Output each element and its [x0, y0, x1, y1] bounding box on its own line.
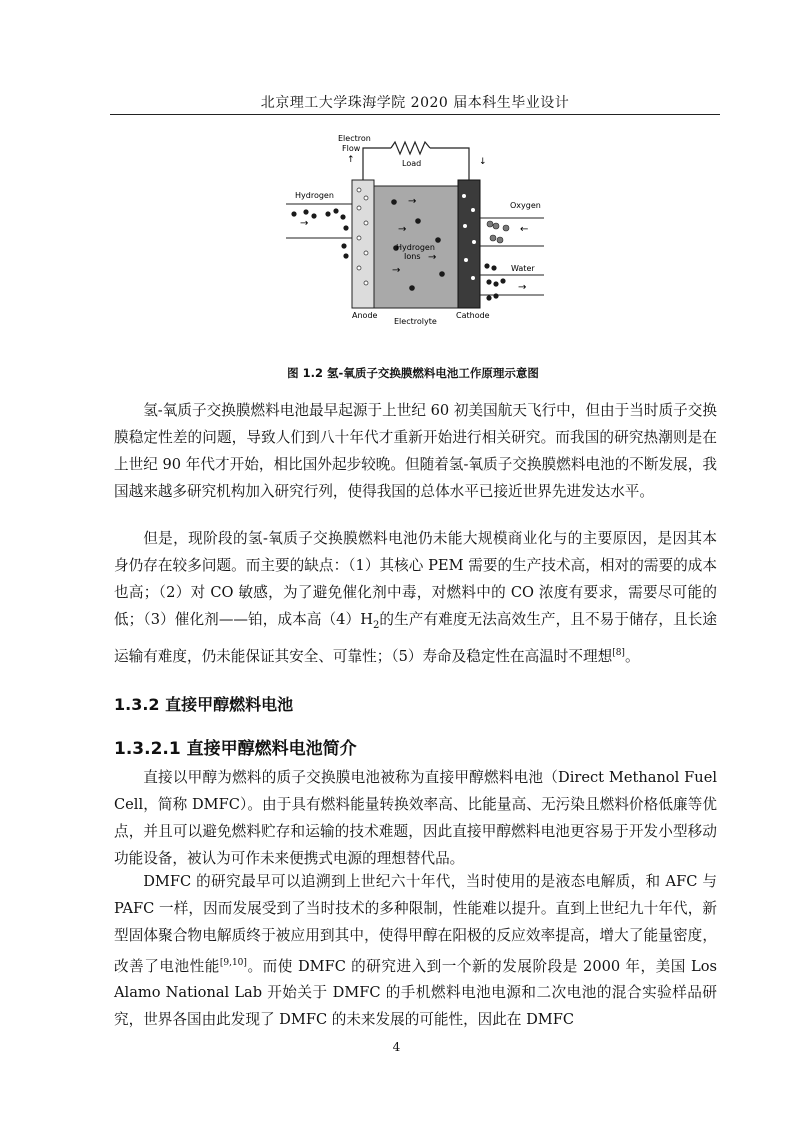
paragraph-4	[114, 869, 717, 1034]
paragraph-3: 直接以甲醇为燃料的质子交换膜电池被称为直接甲醇燃料电池（Direct Methanol Fuel Cell，简称 DMFC）。由于具有燃料能量转换效率高、比能量高、无污染且燃料价格低廉等优点，并且可以避免燃料贮存和运输的技术难题，因此直接甲醇燃料电池更容易于开发小型移动功能设备，被认为可作未来便携式电源的理想替代品。	[114, 769, 717, 867]
paragraph-2	[114, 526, 717, 670]
oxygen-molecules	[487, 221, 509, 243]
citation-8: [8]	[612, 647, 625, 658]
paragraph-2-subscript: 2	[372, 619, 380, 631]
svg-text:→: →	[428, 252, 437, 263]
anode-plate	[352, 180, 374, 308]
fuel-cell-diagram	[280, 128, 552, 328]
section-heading-1-3-2-1: 1.3.2.1 直接甲醇燃料电池简介	[114, 739, 357, 759]
up-arrow-icon: ↑	[347, 155, 355, 165]
electron-flow-label-2: Flow	[342, 144, 361, 153]
electrolyte-label: Electrolyte	[394, 317, 437, 326]
oxygen-arrow-icon: ←	[520, 224, 529, 235]
cathode-plate	[458, 180, 480, 308]
hydrogen-arrow-icon: →	[300, 218, 309, 229]
load-label: Load	[402, 159, 422, 168]
svg-text:→: →	[398, 224, 407, 235]
hydrogen-ions-label: Hydrogen	[396, 243, 435, 252]
cathode-label: Cathode	[456, 311, 490, 320]
paragraph-4-text-a: DMFC 的研究最早可以追溯到上世纪六十年代，当时使用的是液态电解质，和 AFC 与 PAFC 一样，因而发展受到了当时技术的多种限制，性能难以提升。直到上世纪九十年代，新型固体聚合物电解质终于被应用到其中，使得甲醇在阳极的反应效率提高，增大了能量密度，改善了电池性能	[114, 873, 717, 975]
paragraph-2-text-a: 但是，现阶段的氢-氧质子交换膜燃料电池仍未能大规模商业化与的主要原因，是因其本身仍存在较多问题。而主要的缺点：（1）其核心 PEM 需要的生产技术高，相对的需要的成本也高；（2）对 CO 敏感，为了避免催化剂中毒，对燃料中的 CO 浓度有要求，需要尽可能的低；（3）催化剂——铂，成本高（4）H	[114, 530, 717, 628]
paragraph-2-end: 。	[624, 647, 640, 665]
circuit-wire	[363, 148, 391, 180]
water-label: Water	[511, 264, 535, 273]
section-heading-1-3-2: 1.3.2 直接甲醇燃料电池	[114, 695, 294, 714]
svg-text:→: →	[408, 196, 417, 207]
paragraph-4-text-b: 。而使 DMFC 的研究进入到一个新的发展阶段是 2000 年，美国 Los Alamo National Lab 开始关于 DMFC 的手机燃料电池电源和二次电池的混合实验样品研究，世界各国由此发现了 DMFC 的未来发展的可能性，因此在 DMFC	[114, 957, 717, 1029]
electron-flow-label: Electron	[338, 134, 371, 143]
paragraph-2-text-b: 的生产有难度无法高效生产，且不易于储存，且长途运输有难度，仍未能保证其安全、可靠性；（5）寿命及稳定性在高温时不理想	[114, 610, 717, 665]
hydrogen-molecules	[291, 208, 348, 258]
paragraph-1: 氢-氧质子交换膜燃料电池最早起源于上世纪 60 初美国航天飞行中，但由于当时质子交换膜稳定性差的问题，导致人们到八十年代才重新开始进行相关研究。而我国的研究热潮则是在上世纪 90 年代才开始，相比国外起步较晚。但随着氢-氧质子交换膜燃料电池的不断发展，我国越来越多研究机构加入研究行列，使得我国的总体水平已接近世界先进发达水平。	[114, 402, 717, 500]
anode-label: Anode	[352, 311, 378, 320]
figure-caption: 图 1.2 氢-氧质子交换膜燃料电池工作原理示意图	[287, 366, 539, 380]
svg-text:→: →	[392, 265, 401, 276]
page-number: 4	[392, 1040, 401, 1054]
oxygen-label: Oxygen	[510, 201, 541, 210]
citation-9-10: [9,10]	[219, 957, 247, 968]
page-header: 北京理工大学珠海学院 2020 届本科生毕业设计	[260, 95, 570, 111]
hydrogen-label: Hydrogen	[295, 191, 334, 200]
hydrogen-ions-label-2: Ions	[404, 252, 421, 261]
circuit-wire-right	[430, 148, 469, 180]
header-rule	[110, 114, 720, 115]
down-arrow-icon: ↓	[479, 157, 487, 167]
water-arrow-icon: →	[518, 282, 527, 293]
load-resistor	[391, 142, 430, 154]
